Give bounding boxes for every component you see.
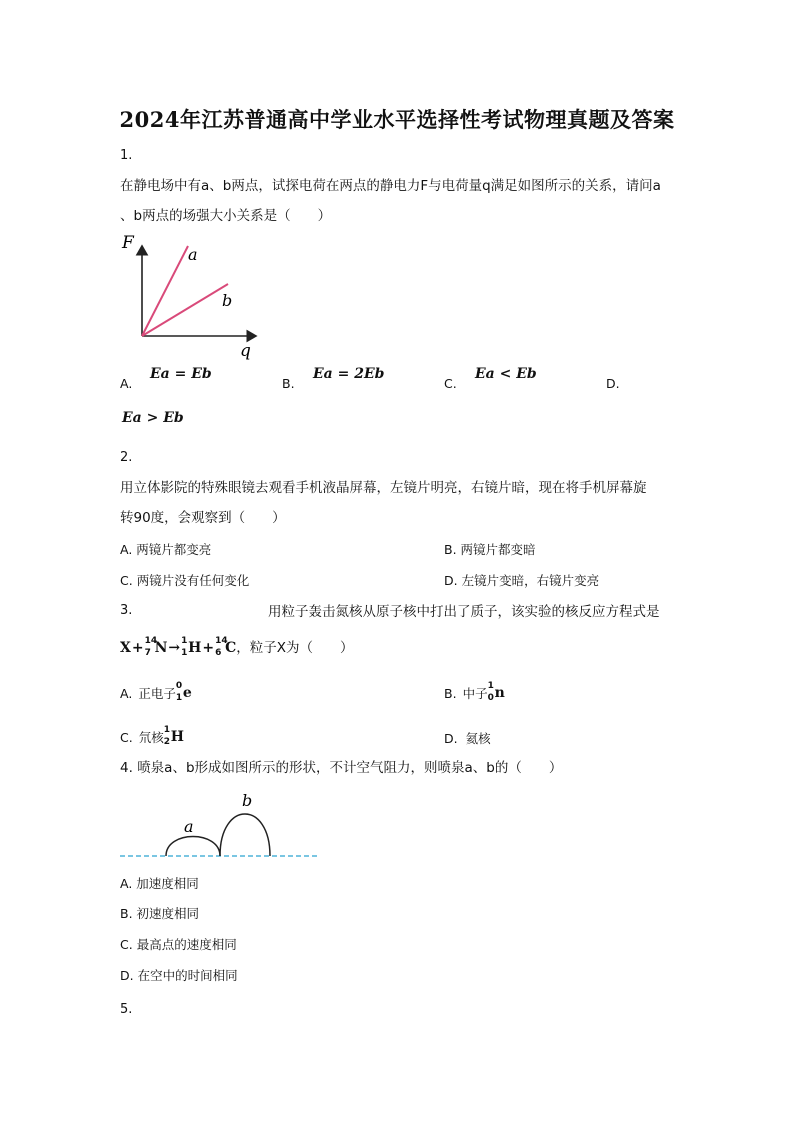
q3-option-d-letter: D.	[444, 731, 458, 746]
q3-option-a-letter: A.	[120, 685, 133, 701]
fountain-a-arc	[166, 837, 220, 857]
q2-option-d	[444, 571, 599, 589]
line-b-label: b	[222, 291, 233, 310]
q4-option-d-letter: D.	[120, 968, 134, 983]
q1-option-b-formula: Ea = 2Eb	[313, 366, 385, 382]
q3-option-c-sub: 2	[163, 737, 170, 747]
fountain-b-arc	[220, 814, 270, 856]
fountain-figure	[118, 790, 322, 864]
q3-option-c-sup: 1	[163, 725, 170, 735]
q4-option-b-text: 初速度相同	[136, 906, 200, 921]
q3-option-a-numbers	[176, 683, 183, 703]
q2-option-a-text: 两镜片都变亮	[136, 542, 212, 557]
q4-option-d-text: 在空中的时间相同	[137, 968, 238, 983]
question-1-text-line2: 、b两点的场强大小关系是（ ）	[120, 208, 332, 224]
eq-n-mass: 14	[144, 636, 158, 646]
eq-c-mass: 14	[215, 636, 228, 646]
q3-option-c-text: 氘核	[138, 730, 164, 745]
q3-option-a-text: 正电子	[138, 686, 176, 701]
q3-option-b-symbol: n	[494, 685, 505, 701]
eq-c-atomic: 6	[215, 648, 222, 658]
q4-option-b-letter: B.	[120, 906, 133, 921]
q3-option-a-symbol: e	[182, 685, 192, 701]
q3-option-b-letter: B.	[444, 685, 457, 701]
q1-option-c-letter: C.	[444, 376, 457, 391]
q3-option-d	[444, 729, 491, 747]
question-1-text-line1: 在静电场中有a、b两点，试探电荷在两点的静电力F与电荷量q满足如图所示的关系，请问a	[120, 178, 661, 194]
question-3-number: 3.	[120, 603, 133, 618]
q1-option-a-formula: Ea = Eb	[150, 366, 212, 382]
eq-n-symbol: N	[154, 640, 168, 656]
q4-option-b	[120, 904, 199, 922]
nuclear-equation	[120, 634, 354, 662]
eq-h-numbers	[181, 638, 188, 658]
q4-option-a-letter: A.	[120, 876, 133, 891]
eq-h-mass: 1	[181, 636, 188, 646]
q3-option-b	[444, 680, 505, 706]
eq-c-numbers	[215, 636, 228, 658]
q2-option-c	[120, 571, 249, 589]
q1-option-d-letter: D.	[606, 376, 620, 391]
fountain-a-label: a	[184, 817, 194, 836]
q4-option-c-letter: C.	[120, 937, 133, 952]
eq-h-symbol: H	[188, 640, 202, 656]
line-a-label: a	[188, 245, 198, 264]
q3-option-b-sup: 1	[487, 681, 494, 691]
question-3-text-line1: 用粒子轰击氮核从原子核中打出了质子，该实验的核反应方程式是	[268, 604, 660, 620]
eq-c-symbol: C	[225, 640, 237, 656]
q3-option-d-text: 氦核	[465, 731, 491, 746]
question-1-number: 1.	[120, 148, 133, 163]
q2-option-a-letter: A.	[120, 542, 133, 557]
q2-option-d-text: 左镜片变暗，右镜片变亮	[461, 573, 600, 588]
q3-option-c	[120, 724, 184, 750]
y-axis-label: F	[122, 233, 134, 253]
q3-option-b-numbers	[488, 683, 495, 703]
q1-option-b-letter: B.	[282, 376, 295, 391]
question-2-text-line2: 转90度，会观察到（ ）	[120, 510, 286, 526]
q3-option-c-letter: C.	[120, 729, 133, 745]
q1-option-a-letter: A.	[120, 376, 133, 391]
eq-plus-1: +	[131, 640, 144, 656]
q3-option-c-numbers	[164, 727, 171, 747]
eq-x: X	[120, 640, 131, 656]
question-3-text-after: ，粒子X为（ ）	[236, 640, 354, 656]
question-4-number: 4.	[120, 760, 133, 776]
fountain-b-label: b	[242, 791, 253, 810]
q2-option-c-letter: C.	[120, 573, 133, 588]
q2-option-a	[120, 540, 211, 558]
eq-arrow: →	[168, 640, 181, 656]
question-5-number: 5.	[120, 1002, 133, 1017]
q2-option-b-letter: B.	[444, 542, 457, 557]
question-2-number: 2.	[120, 450, 133, 465]
q2-option-c-text: 两镜片没有任何变化	[136, 573, 250, 588]
q4-option-a	[120, 874, 199, 892]
q3-option-b-text: 中子	[462, 686, 488, 701]
question-4-line	[120, 758, 562, 778]
q1-option-c-formula: Ea < Eb	[475, 366, 537, 382]
question-2-text-line1: 用立体影院的特殊眼镜去观看手机液晶屏幕，左镜片明亮，右镜片暗，现在将手机屏幕旋	[120, 480, 647, 496]
q3-option-a-sub: 1	[175, 693, 183, 703]
q2-option-b	[444, 540, 536, 558]
force-charge-graph	[118, 232, 266, 360]
q1-option-d-formula: Ea > Eb	[122, 410, 184, 426]
q3-option-b-sub: 0	[487, 693, 494, 703]
question-4-text: 喷泉a、b形成如图所示的形状，不计空气阻力，则喷泉a、b的（ ）	[137, 760, 563, 776]
q3-option-a-sup: 0	[175, 681, 183, 691]
q4-option-c	[120, 935, 237, 953]
q4-option-d	[120, 966, 238, 984]
eq-h-atomic: 1	[181, 648, 188, 658]
q4-option-c-text: 最高点的速度相同	[136, 937, 237, 952]
eq-plus-2: +	[202, 640, 215, 656]
eq-n-numbers	[144, 636, 158, 658]
q2-option-b-text: 两镜片都变暗	[460, 542, 536, 557]
q4-option-a-text: 加速度相同	[136, 876, 199, 891]
page-title: 2024年江苏普通高中学业水平选择性考试物理真题及答案	[119, 107, 675, 132]
q3-option-c-symbol: H	[170, 729, 184, 745]
q3-option-a	[120, 680, 192, 706]
q2-option-d-letter: D.	[444, 573, 458, 588]
x-axis-label: q	[240, 341, 251, 360]
eq-n-atomic: 7	[144, 648, 151, 658]
